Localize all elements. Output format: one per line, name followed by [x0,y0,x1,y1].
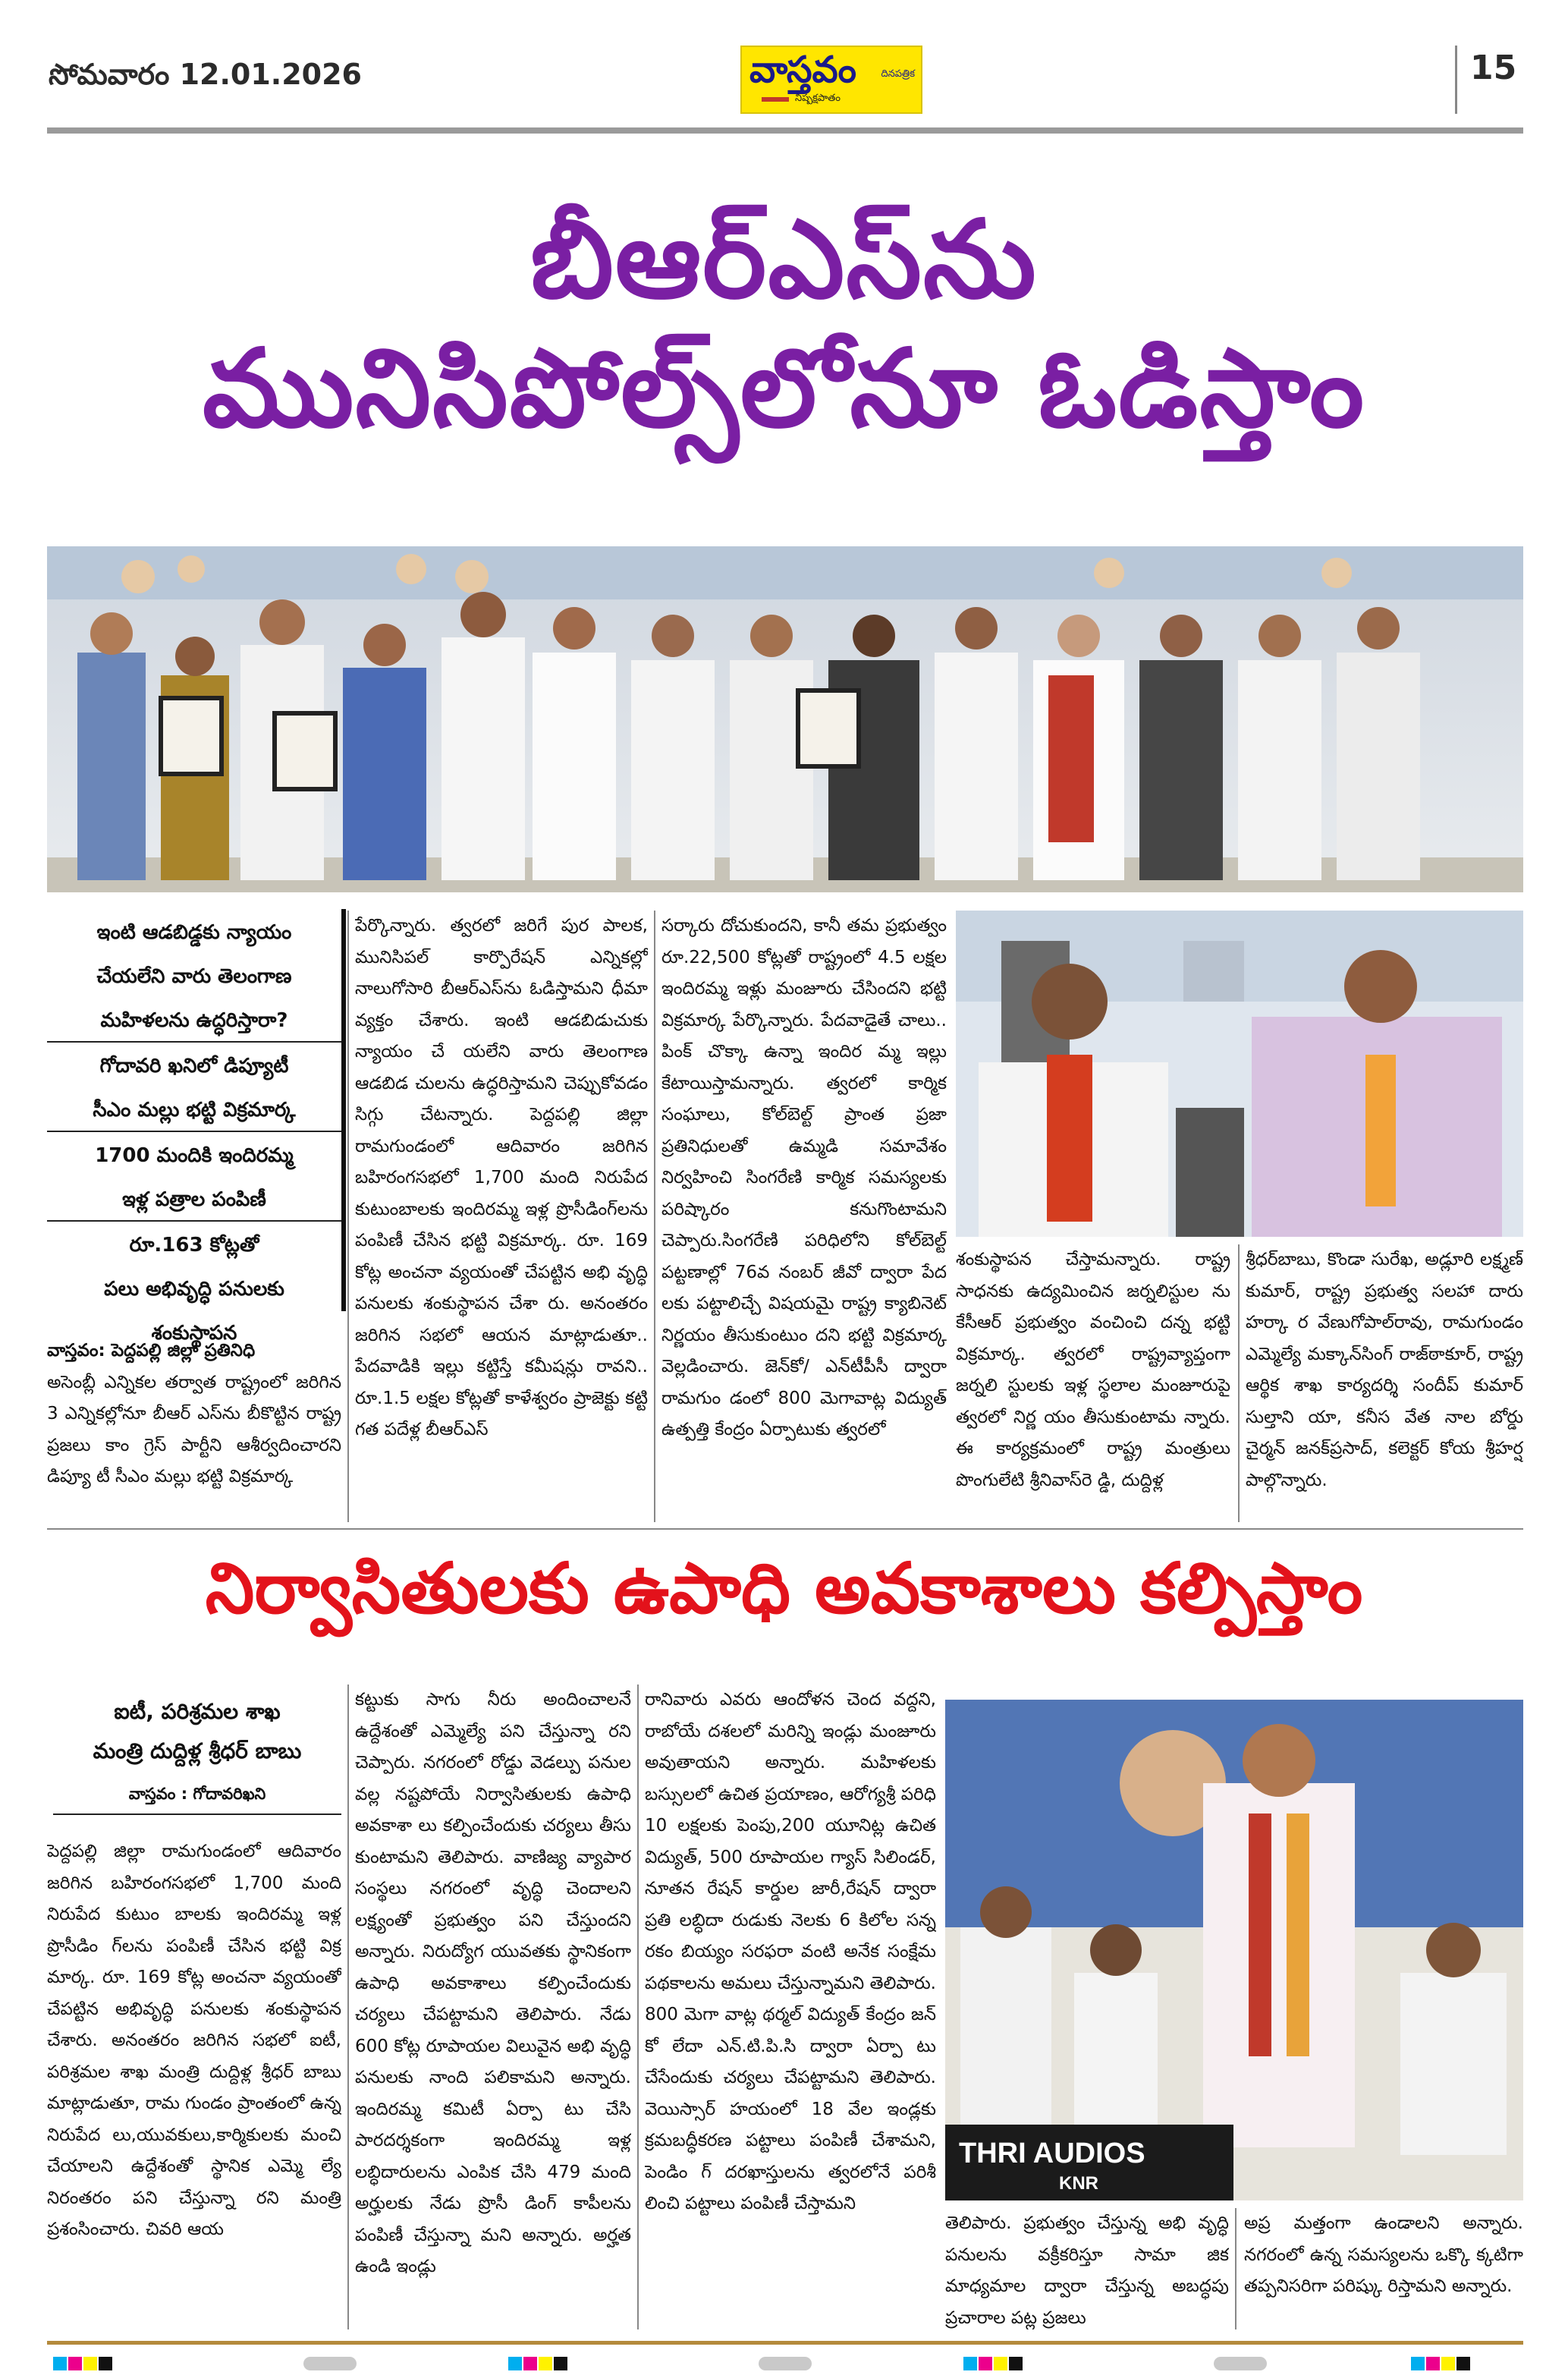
registration-pill [303,2357,357,2370]
sidehead-bar [341,909,346,1311]
story-separator [47,1528,1523,1530]
logo-title: వాస్తవం [749,49,856,91]
story2-column-2: కట్టుకు సాగు నీరు అందించాలనే ఉద్దేశంతో ఎమ్మెల్యే పని చేస్తున్నా రని చెప్పారు. నగరంలో రోడ్డు వెడల్పు పనుల వల్ల నష్టపోయే నిర్వాసితులకు ఉపాధి అవకాశా లు కల్పించేందుకు చర్యలు తీసు కుంటామని తెలిపారు. వాణిజ్య వ్యాపార సంస్థలు నగరంలో వృద్ధి చెందాలని లక్ష్యంతో ప్రభుత్వం పని చేస్తుందని అన్నారు. నిరుద్యోగ యువతకు స్థానికంగా ఉపాధి అవకాశాలు కల్పించేందుకు చర్యలు చేపట్టామని తెలిపారు. నేడు 600 కోట్ల రూపాయల విలువైన అభి వృద్ధి పనులకు నాంది పలికామని అన్నారు. ఇందిరమ్మ కమిటీ ఏర్పా టు చేసి పారదర్శకంగా ఇందిరమ్మ ఇళ్ల లబ్ధిదారులను ఎంపిక చేసి 479 మంది అర్హులకు నేడు ప్రొసీ డింగ్ కాపీలను పంపిణీ చేస్తున్నా మని అన్నారు. అర్హత ఉండి ఇండ్లు [355,1690,631,2276]
story1-column-1 [47,1335,341,1522]
sidehead-line: ఇళ్ల పత్రాల పంపిణీ [47,1176,341,1222]
logo-tagline: నిష్పక్షపాతం [795,93,841,104]
story2-dateline: వాస్తవం : గోదావరిఖని [53,1785,341,1815]
headline-1-line-1: బీఆర్ఎస్‌ను [530,197,1038,322]
story1-column-4: శంకుస్థాపన చేస్తామన్నారు. రాష్ట్ర సాధనకు ఉద్యమించిన జర్నలిస్టుల ను కేసీఆర్ ప్రభుత్వం వంచించి దన్న భట్టి విక్రమార్క. త్వరలో రాష్ట్రవ్యాప్తంగా జర్నలి స్టులకు ఇళ్ల స్థలాల మంజూరుపై త్వరలో నిర్ణ యం తీసుకుంటామ న్నారు. ఈ కార్యక్రమంలో రాష్ట్ర మంత్రులు పొంగులేటి శ్రీనివాస్‌రె డ్డి, దుద్దిళ్ల [956,1250,1230,1490]
story1-column-2: పేర్కొన్నారు. త్వరలో జరిగే పుర పాలక, మునిసిపల్ కార్పొరేషన్ ఎన్నికల్లో నాలుగోసారి బీఆర్‌ఎస్‌ను ఓడిస్తామని ధీమా వ్యక్తం చేశారు. ఇంటి ఆడబిడుచుకు న్యాయం చే యలేని వారు తెలంగాణ ఆడబిడ చులను ఉద్ధరిస్తామని చెప్పుకోవడం సిగ్గు చేటన్నారు. పెద్దపల్లి జిల్లా రామగుండంలో ఆదివారం జరిగిన బహిరంగసభలో 1,700 మంది నిరుపేద కుటుంబాలకు ఇందిరమ్మ ఇళ్ల ప్రొసీడింగ్‌లను పంపిణీ చేసిన భట్టి విక్రమార్క. రూ. 169 కోట్ల అంచనా వ్యయంతో చేపట్టిన అభి వృద్ధి పనులకు శంకుస్థాపన చేశా రు. అనంతరం జరిగిన సభలో ఆయన మాట్లాడుతూ.. పేదవాడికి ఇల్లు కట్టిస్తే కమీషన్లు రావని.. రూ.1.5 లక్షల కోట్లతో కాళేశ్వరం ప్రాజెక్టు కట్టి గత పదేళ్ల బీఆర్ఎస్ [355,916,648,1439]
story1-column-3: సర్కారు దోచుకుందని, కానీ తమ ప్రభుత్వం రూ.22,500 కోట్లతో రాష్ట్రంలో 4.5 లక్షల ఇందిరమ్మ ఇళ్లు మంజూరు చేసిందని భట్టి విక్రమార్క పేర్కొన్నారు. పేదవాడైతే చాలు.. పింక్ చొక్కా ఉన్నా ఇందిర మ్మ ఇల్లు కేటాయిస్తామన్నారు. త్వరలో కార్మిక సంఘాలు, కోల్‌బెల్ట్ ప్రాంత ప్రజా ప్రతినిధులతో ఉమ్మడి సమావేశం నిర్వహించి సింగరేణి కార్మిక సమస్యలకు పరిష్కారం కనుగొంటామని చెప్పారు.సింగరేణి పరిధిలోని కోల్‌బెల్ట్ పట్టణాల్లో 76వ నంబర్ జీవో ద్వారా పేద లకు పట్టాలిచ్చే విషయమై రాష్ట్ర క్యాబినెట్ నిర్ణయం తీసుకుంటుం దని భట్టి విక్రమార్క వెల్లడించారు. జెన్‌కో/ ఎన్‌టీపీసీ ద్వారా రామగుం డంలో 800 మెగావాట్ల విద్యుత్ ఉత్పత్తి కేంద్రం ఏర్పాటుకు త్వరలో [661,916,947,1439]
sidehead-line: 1700 మందికి ఇందిరమ్మ [95,1144,294,1167]
color-registration-marks [53,2357,114,2370]
registration-pill [759,2357,812,2370]
color-registration-marks [963,2357,1024,2370]
story2-column-4: తెలిపారు. ప్రభుత్వం చేస్తున్న అభి వృద్ధి పనులను వక్రీకరిస్తూ సామా జిక మాధ్యమాల ద్వారా చేస్తున్న అబద్ధపు ప్రచారాల పట్ల ప్రజలు [945,2213,1229,2328]
issue-date: సోమవారం 12.01.2026 [49,58,362,91]
sidehead-line: శంకుస్థాపన [151,1322,237,1345]
column-divider [637,1685,639,2329]
masthead-divider [1455,46,1457,114]
story2-column-5: అప్ర మత్తంగా ఉండాలని అన్నారు. నగరంలో ఉన్న సమస్యలను ఒక్కొ క్కటిగా తప్పనిసరిగా పరిష్కు రిస్తామని అన్నారు. [1244,2213,1523,2296]
story1-sideheads [47,909,341,1354]
story2-subhead [53,1692,341,1771]
color-registration-marks [1411,2357,1472,2370]
pen-icon [762,97,789,102]
column-divider [347,1685,349,2329]
bottom-rule [47,2341,1523,2345]
speakers-photo [956,911,1523,1237]
dateline: వాస్తవం: పెద్దపల్లి జిల్లా ప్రతినిధి [47,1341,256,1361]
sidehead-line: పలు అభివృద్ధి పనులకు [104,1278,284,1301]
registration-pill [1214,2357,1267,2370]
story1-column-5: శ్రీధర్‌బాబు, కొండా సురేఖ, అడ్లూరి లక్ష్మణ్ కుమార్, రాష్ట్ర ప్రభుత్వ సలహా దారు హర్కా ర వేణుగోపాల్‌రావు, రామగుండం ఎమ్మెల్యే మక్కాన్‌సింగ్ రాజ్‌ఠాకూర్, రాష్ట్ర ఆర్థిక శాఖ కార్యదర్శి సందీప్ కుమార్ సుల్తాని యా, కనీస వేత నాల బోర్డు చైర్మన్ జనక్‌ప్రసాద్, కలెక్టర్ కోయ శ్రీహర్ష పాల్గొన్నారు. [1246,1250,1523,1490]
top-rule [47,127,1523,134]
subhead-line-1: ఐటీ, పరిశ్రమల శాఖ [114,1699,281,1724]
sidehead-line: రూ.163 కోట్లతో [129,1234,259,1257]
story2-column-1: పెద్దపల్లి జిల్లా రామగుండంలో ఆదివారం జరిగిన బహిరంగసభలో 1,700 మంది నిరుపేద కుటుం బాలకు ఇందిరమ్మ ఇళ్ల ప్రొసీడిం గ్‌లను పంపిణీ చేసిన భట్టి విక్ర మార్క. రూ. 169 కోట్ల అంచనా వ్యయంతో చేపట్టిన అభివృద్ధి పనులకు శంకుస్థాపన చేశారు. అనంతరం జరిగిన సభలో ఐటీ, పరిశ్రమల శాఖ మంత్రి దుద్దిళ్ల శ్రీధర్ బాబు మాట్లాడుతూ, రామ గుండం ప్రాంతంలో ఉన్న నిరుపేద లు,యువకులు,కార్మికులకు మంచి చేయాలని ఉద్దేశంతో స్థానిక ఎమ్మె ల్యే నిరంతరం పని చేస్తున్నా రని మంత్రి ప్రశంసించారు. చివరి ఆయ [47,1842,341,2239]
headline-2: నిర్వాసితులకు ఉపాధి అవకాశాలు కల్పిస్తాం [205,1548,1363,1629]
headline-1-line-2: మునిసిపోల్స్‌లోనూ ఓడిస్తాం [202,326,1366,451]
banner-sub-text: KNR [1059,2173,1098,2194]
column-divider [347,911,349,1522]
sidehead-line: మహిళలను ఉద్ధరిస్తారా? [47,997,341,1043]
logo-suffix: దినపత్రిక [881,68,915,80]
newspaper-logo [740,46,922,114]
story1-column-1-text: అసెంబ్లీ ఎన్నికల తర్వాత రాష్ట్రంలో జరిగిన 3 ఎన్నికల్లోనూ బీఆర్ ఎస్‌ను బీకొట్టిన రాష్ట్ర ప్రజలు కాం గ్రెస్ పార్టీని ఆశీర్వదించారని డిప్యూ టీ సీఎం మల్లు భట్టి విక్రమార్క [47,1372,341,1486]
page-number: 15 [1470,49,1517,87]
column-divider [1235,2208,1236,2329]
sidehead-line: సీఎం మల్లు భట్టి విక్రమార్క [47,1087,341,1132]
color-registration-marks [508,2357,569,2370]
sidehead-line: ఇంటి ఆడబిడ్డకు న్యాయం [96,921,292,944]
column-divider [654,911,655,1522]
minister-speech-photo [945,1700,1523,2200]
main-event-photo [47,546,1523,892]
banner-text: THRI AUDIOS [959,2138,1145,2169]
subhead-line-2: మంత్రి దుద్దిళ్ల శ్రీధర్ బాబు [93,1738,302,1763]
sidehead-line: గోదావరి ఖనిలో డిప్యూటీ [99,1055,289,1077]
column-divider [1238,1244,1240,1522]
story2-column-3: రానివారు ఎవరు ఆందోళన చెంద వద్దని, రాబోయే దశలలో మరిన్ని ఇండ్లు మంజూరు అవుతాయని అన్నారు. మహిళలకు బస్సులలో ఉచిత ప్రయాణం, ఆరోగ్యశ్రీ పరిధి 10 లక్షలకు పెంపు,200 యూనిట్ల ఉచిత విద్యుత్, 500 రూపాయల గ్యాస్ సిలిండర్, నూతన రేషన్ కార్డుల జారీ,రేషన్ ద్వారా ప్రతి లబ్ధిదా రుడుకు నెలకు 6 కిలోల సన్న రకం బియ్యం సరఫరా వంటి అనేక సంక్షేమ పథకాలను అమలు చేస్తున్నామని తెలిపారు. 800 మెగా వాట్ల థర్మల్ విద్యుత్ కేంద్రం జన్ కో లేదా ఎన్.టి.పి.సి ద్వారా ఏర్పా టు చేసేందుకు చర్యలు చేపట్టామని తెలిపారు. వెయిస్సార్ హయంలో 18 వేల ఇండ్లకు క్రమబద్ధీకరణ పట్టాలు పంపిణీ చేశామని, పెండిం గ్ దరఖాస్తులను త్వరలోనే పరిశీ లించి పట్టాలు పంపిణీ చేస్తామని [645,1690,936,2213]
sidehead-line: చేయలేని వారు తెలంగాణ [96,965,292,988]
